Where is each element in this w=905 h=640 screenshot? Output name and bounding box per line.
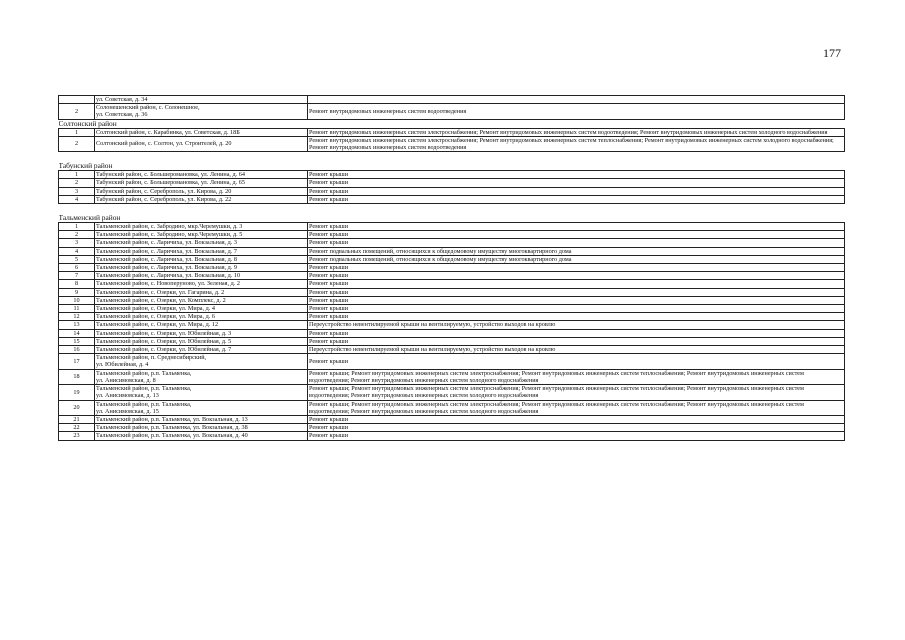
table-row [59, 136, 845, 151]
row-work-type: Ремонт внутридомовых инженерных систем водоотведения [308, 104, 845, 119]
table-row [59, 288, 845, 296]
row-address: Табунский район, с. Сереброполь, ул. Кирова, д. 22 [95, 195, 308, 203]
works-table [58, 95, 845, 441]
table-row [59, 231, 845, 239]
row-number: 2 [59, 104, 95, 119]
row-work-type: Ремонт крыши [308, 187, 845, 195]
table-row [59, 329, 845, 337]
row-number: 16 [59, 346, 95, 354]
row-address: Тальменский район, р.п. Тальменка, ул. Вокзальная, д. 40 [95, 432, 308, 440]
section-title: Табунский район [58, 162, 113, 171]
row-address: Тальменский район, с. Озерки, ул. Юбилейная, д. 3 [95, 329, 308, 337]
table-row [59, 385, 845, 400]
row-work-type: Ремонт крыши [308, 272, 845, 280]
table-row [59, 171, 845, 179]
section-spacer [59, 152, 845, 163]
row-address: Тальменский район, р.п. Тальменка, ул. Анисимовская, д. 8 [95, 369, 308, 384]
row-number: 10 [59, 296, 95, 304]
table-row [59, 296, 845, 304]
section-header-row [59, 162, 845, 171]
row-work-type: Ремонт крыши; Ремонт внутридомовых инженерных систем электроснабжения; Ремонт внутридомовых инженерных систем теплоснабжения; Ремонт внутридомовых инженерных систем водоотведения; Ремонт внутридомовых инженерных систем холодного водоснабжения [308, 385, 845, 400]
row-address: Тальменский район, р.п. Тальменка, ул. Анисимовская, д. 15 [95, 400, 308, 415]
row-address: Табунский район, с. Сереброполь, ул. Кирова, д. 20 [95, 187, 308, 195]
row-address: Тальменский район, с. Озерки, ул. Юбилейная, д. 5 [95, 337, 308, 345]
row-address: Тальменский район, с. Новоперуново, ул. Зеленая, д. 2 [95, 280, 308, 288]
row-number: 1 [59, 171, 95, 179]
works-table-body [59, 96, 845, 441]
row-address: Тальменский район, р.п. Тальменка, ул. Вокзальная, д. 13 [95, 415, 308, 423]
table-row [59, 223, 845, 231]
section-spacer [59, 204, 845, 215]
row-work-type: Ремонт крыши [308, 424, 845, 432]
table-row [59, 255, 845, 263]
row-number: 20 [59, 400, 95, 415]
table-row [59, 280, 845, 288]
row-address: ул. Советская, д. 34 [95, 96, 308, 104]
row-work-type: Ремонт подвальных помещений, относящихся к общедомовому имуществу многоквартирного дома [308, 255, 845, 263]
row-number: 5 [59, 255, 95, 263]
table-row [59, 424, 845, 432]
row-address: Тальменский район, с. Ларичиха, ул. Вокзальная, д. 7 [95, 247, 308, 255]
row-work-type: Ремонт крыши [308, 337, 845, 345]
row-work-type: Ремонт крыши [308, 171, 845, 179]
row-address: Тальменский район, с. Озерки, ул. Мира, д. 12 [95, 321, 308, 329]
row-number: 3 [59, 187, 95, 195]
row-address: Солтонский район, с. Карабинка, ул. Советская, д. 18Б [95, 128, 308, 136]
row-number: 4 [59, 247, 95, 255]
row-address: Тальменский район, с. Ларичиха, ул. Вокзальная, д. 8 [95, 255, 308, 263]
row-number: 17 [59, 354, 95, 369]
section-header-row [59, 214, 845, 223]
row-address: Тальменский район, п. Среднесибирский, ул. Юбилейная, д. 4 [95, 354, 308, 369]
spacer-cell [59, 152, 845, 163]
row-number: 13 [59, 321, 95, 329]
table-row [59, 400, 845, 415]
row-address: Тальменский район, р.п. Тальменка, ул. Вокзальная, д. 38 [95, 424, 308, 432]
row-work-type: Ремонт крыши [308, 305, 845, 313]
table-row [59, 313, 845, 321]
row-work-type: Ремонт крыши [308, 223, 845, 231]
table-row [59, 321, 845, 329]
table-row [59, 195, 845, 203]
row-address: Тальменский район, с. Ларичиха, ул. Вокзальная, д. 3 [95, 239, 308, 247]
row-work-type: Ремонт крыши [308, 231, 845, 239]
table-row [59, 187, 845, 195]
row-work-type: Ремонт крыши [308, 415, 845, 423]
table-row [59, 96, 845, 104]
row-number: 22 [59, 424, 95, 432]
row-number: 7 [59, 272, 95, 280]
table-row [59, 128, 845, 136]
table-row [59, 247, 845, 255]
section-title: Тальменский район [58, 214, 121, 223]
row-address: Тальменский район, с. Озерки, ул. Комплекс, д. 2 [95, 296, 308, 304]
row-work-type: Ремонт внутридомовых инженерных систем электроснабжения; Ремонт внутридомовых инженерных систем теплоснабжения; Ремонт внутридомовых инженерных систем холодного водоснабжения; Ремонт внутридомовых инженерных систем водоотведения [308, 136, 845, 151]
row-number: 14 [59, 329, 95, 337]
row-number: 23 [59, 432, 95, 440]
section-title: Солтонский район [58, 119, 117, 128]
row-number: 2 [59, 231, 95, 239]
row-work-type: Ремонт крыши [308, 195, 845, 203]
row-number: 1 [59, 223, 95, 231]
table-row [59, 432, 845, 440]
row-number: 11 [59, 305, 95, 313]
row-address: Солтонский район, с. Солтон, ул. Строителей, д. 20 [95, 136, 308, 151]
row-address: Тальменский район, с. Озерки, ул. Мира, д. 6 [95, 313, 308, 321]
row-number: 12 [59, 313, 95, 321]
row-address: Тальменский район, с. Ларичиха, ул. Вокзальная, д. 9 [95, 264, 308, 272]
row-address: Тальменский район, с. Забродино, мкр.Черемушки, д. 5 [95, 231, 308, 239]
row-number: 18 [59, 369, 95, 384]
row-work-type: Переустройство невентилируемой крыши на вентилируемую, устройство выходов на кровлю [308, 321, 845, 329]
row-address: Тальменский район, с. Озерки, ул. Юбилейная, д. 7 [95, 346, 308, 354]
row-address: Табунский район, с. Большеромановка, ул. Ленина, д. 65 [95, 179, 308, 187]
row-number: 1 [59, 128, 95, 136]
row-address: Тальменский район, с. Забродино, мкр.Черемушки, д. 3 [95, 223, 308, 231]
table-row [59, 239, 845, 247]
table-row [59, 179, 845, 187]
table-row [59, 337, 845, 345]
row-number: 2 [59, 179, 95, 187]
table-row [59, 369, 845, 384]
row-address: Солонешенский район, с. Солонешное, ул. Советская, д. 36 [95, 104, 308, 119]
table-row [59, 272, 845, 280]
row-address: Тальменский район, с. Озерки, ул. Мира, д. 4 [95, 305, 308, 313]
row-work-type: Ремонт крыши [308, 313, 845, 321]
row-work-type: Ремонт крыши [308, 329, 845, 337]
table-row [59, 305, 845, 313]
row-address: Тальменский район, р.п. Тальменка, ул. Анисимовская, д. 13 [95, 385, 308, 400]
table-row [59, 104, 845, 119]
section-header-row [59, 119, 845, 128]
row-work-type: Ремонт внутридомовых инженерных систем электроснабжения; Ремонт внутридомовых инженерных систем водоотведения; Ремонт внутридомовых инженерных систем холодного водоснабжения [308, 128, 845, 136]
page-number: 177 [823, 46, 841, 60]
row-work-type: Ремонт крыши [308, 354, 845, 369]
row-address: Табунский район, с. Большеромановка, ул. Ленина, д. 64 [95, 171, 308, 179]
row-work-type: Ремонт крыши [308, 296, 845, 304]
row-work-type: Ремонт подвальных помещений, относящихся к общедомовому имуществу многоквартирного дома [308, 247, 845, 255]
row-work-type: Ремонт крыши [308, 288, 845, 296]
row-work-type: Ремонт крыши [308, 264, 845, 272]
row-work-type: Ремонт крыши [308, 432, 845, 440]
table-row [59, 415, 845, 423]
row-number: 8 [59, 280, 95, 288]
row-address: Тальменский район, с. Озерки, ул. Гагарина, д. 2 [95, 288, 308, 296]
row-work-type: Ремонт крыши; Ремонт внутридомовых инженерных систем электроснабжения; Ремонт внутридомовых инженерных систем теплоснабжения; Ремонт внутридомовых инженерных систем водоотведения; Ремонт внутридомовых инженерных систем холодного водоснабжения [308, 369, 845, 384]
row-number: 21 [59, 415, 95, 423]
table-row [59, 354, 845, 369]
row-number: 6 [59, 264, 95, 272]
row-number [59, 96, 95, 104]
row-work-type: Переустройство невентилируемой крыши на вентилируемую, устройство выходов на кровлю [308, 346, 845, 354]
row-number: 15 [59, 337, 95, 345]
row-work-type: Ремонт крыши [308, 239, 845, 247]
row-work-type: Ремонт крыши [308, 179, 845, 187]
row-number: 3 [59, 239, 95, 247]
spacer-cell [59, 204, 845, 215]
row-address: Тальменский район, с. Ларичиха, ул. Вокзальная, д. 10 [95, 272, 308, 280]
row-number: 19 [59, 385, 95, 400]
row-work-type [308, 96, 845, 104]
row-number: 2 [59, 136, 95, 151]
row-number: 4 [59, 195, 95, 203]
table-row [59, 346, 845, 354]
row-work-type: Ремонт крыши [308, 280, 845, 288]
row-number: 9 [59, 288, 95, 296]
row-work-type: Ремонт крыши; Ремонт внутридомовых инженерных систем электроснабжения; Ремонт внутридомовых инженерных систем теплоснабжения; Ремонт внутридомовых инженерных систем водоотведения; Ремонт внутридомовых инженерных систем холодного водоснабжения [308, 400, 845, 415]
table-row [59, 264, 845, 272]
